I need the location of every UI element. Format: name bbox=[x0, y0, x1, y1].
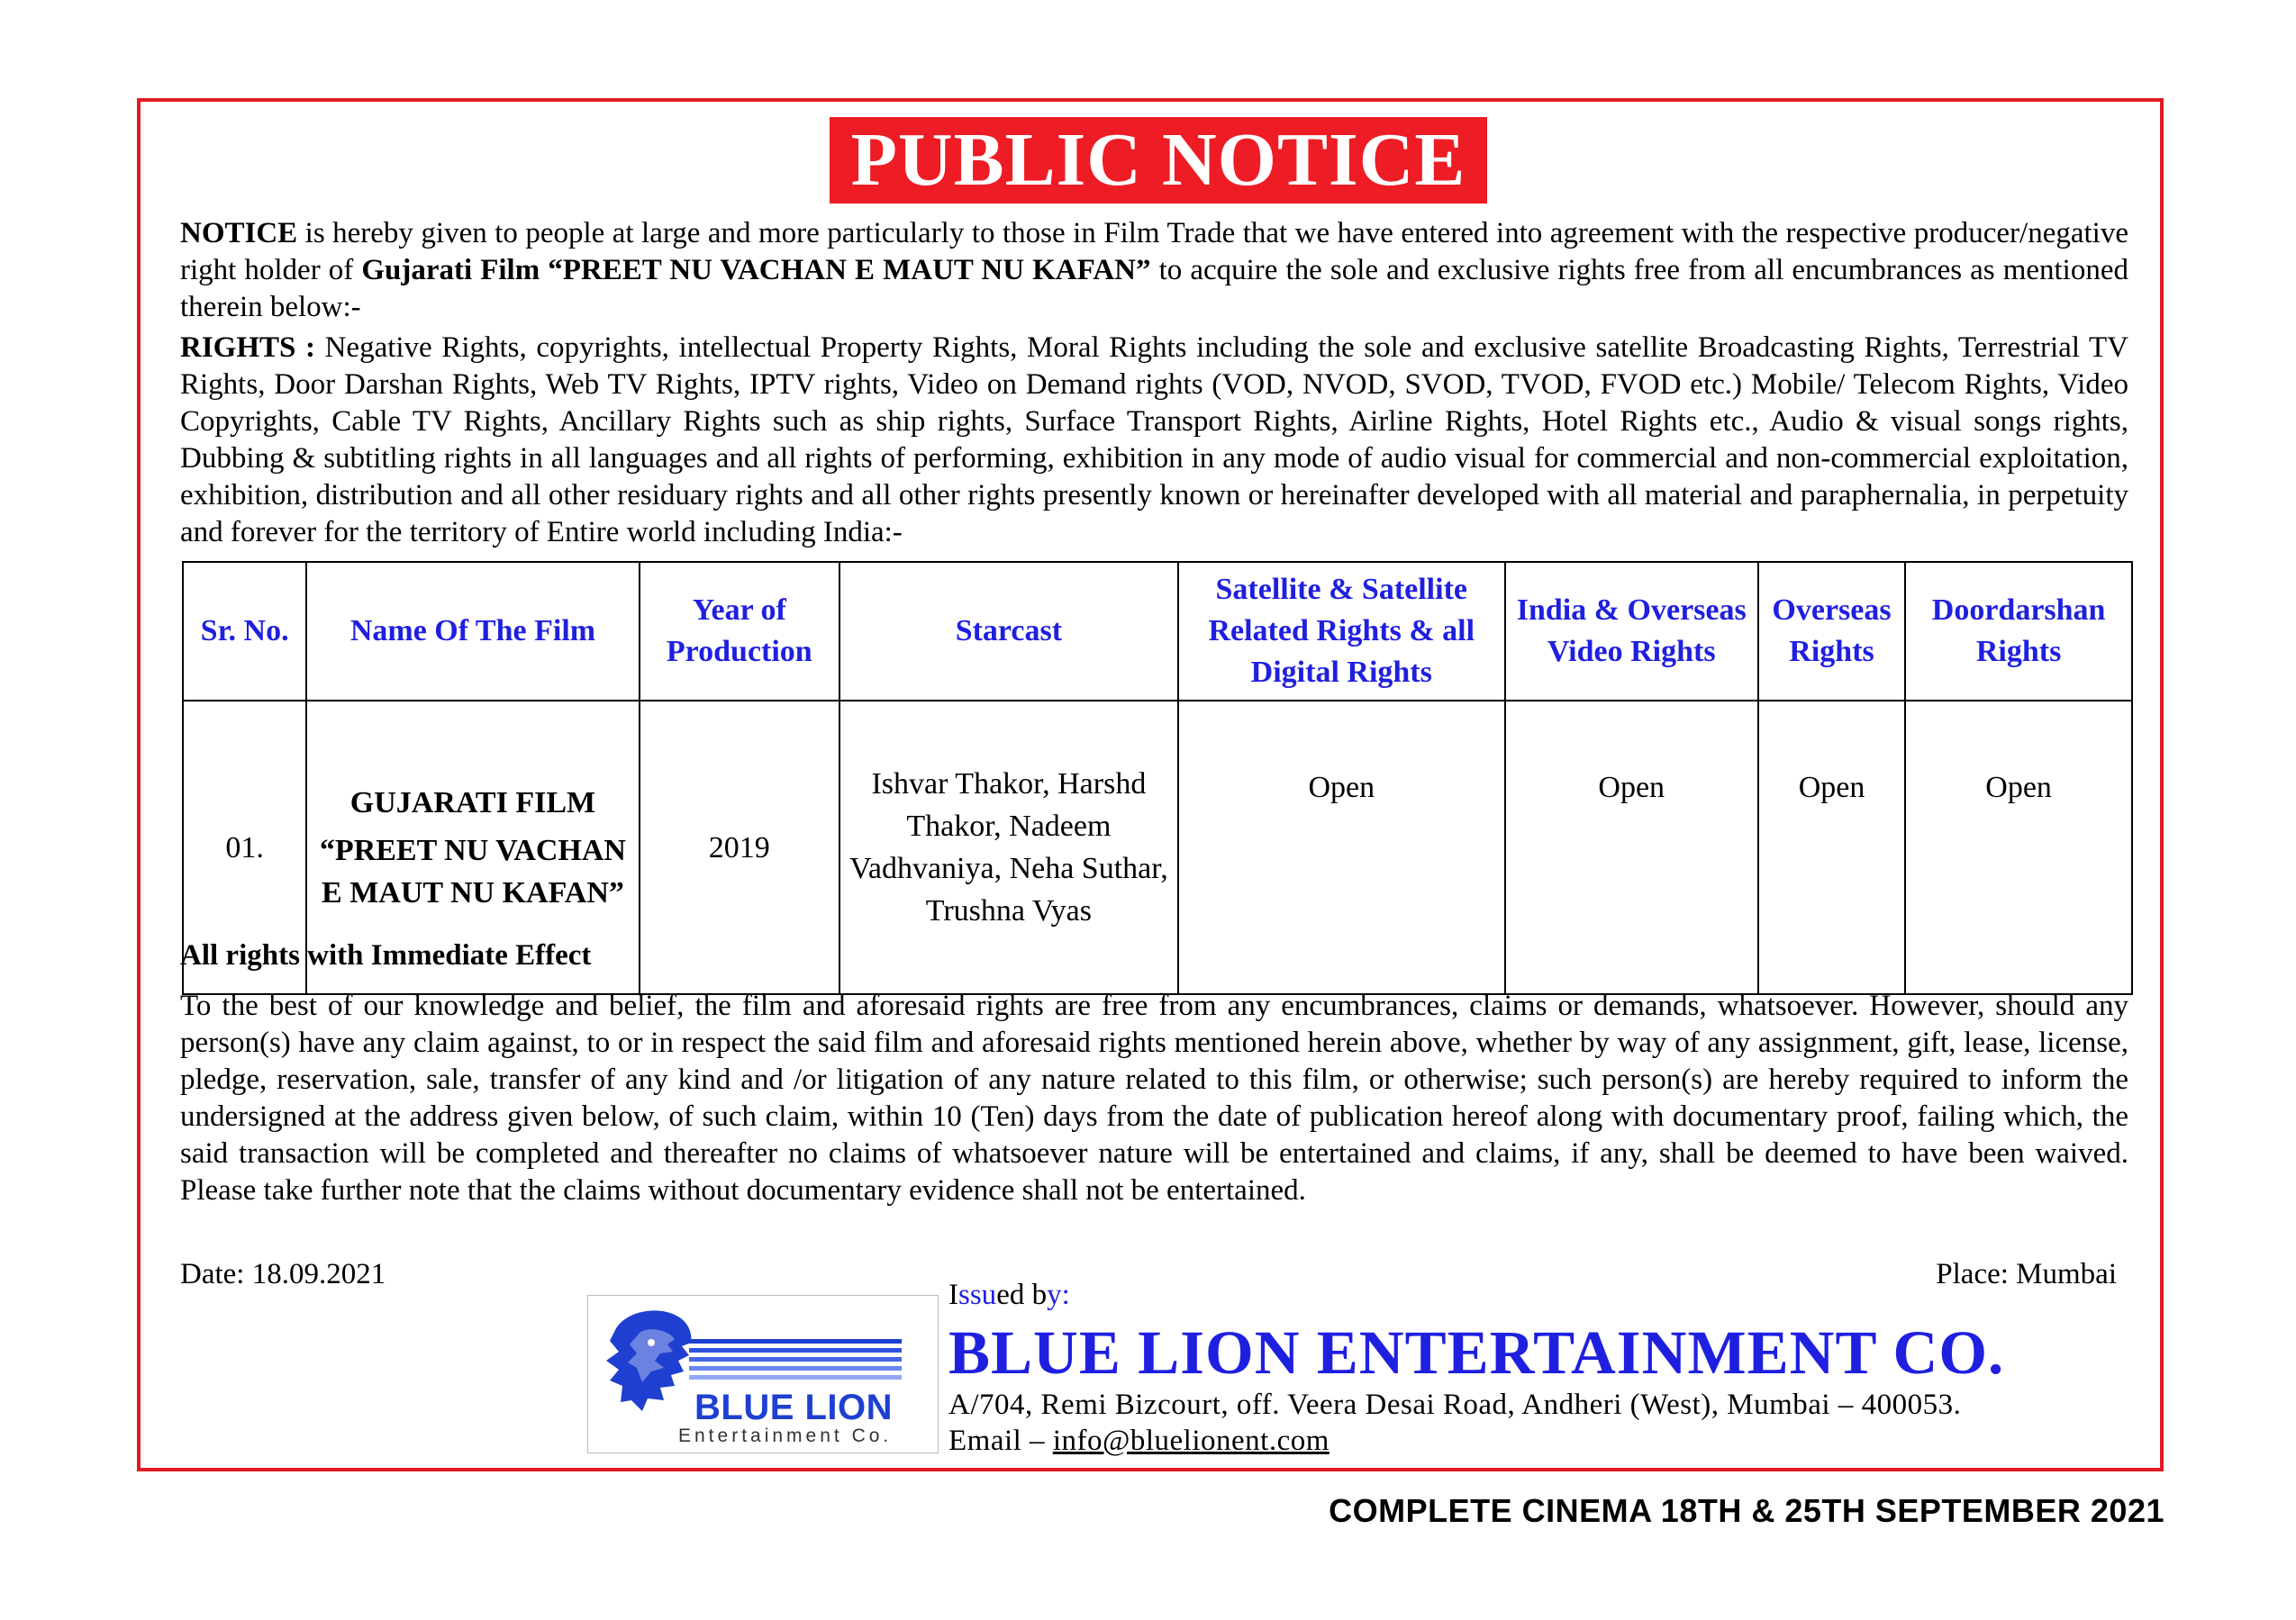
film-category: GUJARATI FILM bbox=[349, 785, 596, 819]
notice-place: Place: Mumbai bbox=[1936, 1258, 2117, 1290]
issued-part-1: I bbox=[948, 1279, 958, 1311]
cell-sr-no: 01. bbox=[183, 701, 306, 994]
notice-frame bbox=[137, 98, 2164, 1471]
header-film-name: Name Of The Film bbox=[306, 562, 639, 701]
logo-subtitle: Entertainment Co. bbox=[678, 1425, 893, 1446]
notice-lead: NOTICE bbox=[180, 217, 298, 249]
company-address: A/704, Remi Bizcourt, off. Veera Desai Road, Andheri (West), Mumbai – 400053. bbox=[948, 1389, 1962, 1421]
rights-table bbox=[182, 561, 2133, 995]
cell-starcast: Ishvar Thakor, Harshd Thakor, Nadeem Vadhvaniya, Neha Suthar, Trushna Vyas bbox=[839, 701, 1178, 994]
cell-overseas: Open bbox=[1758, 701, 1905, 994]
header-sr-no: Sr. No. bbox=[183, 562, 306, 701]
header-satellite-rights: Satellite & Satellite Related Rights & all Digital Rights bbox=[1178, 562, 1505, 701]
notice-title: PUBLIC NOTICE bbox=[830, 117, 1487, 204]
issued-part-4: y: bbox=[1047, 1279, 1070, 1311]
notice-date: Date: 18.09.2021 bbox=[180, 1258, 386, 1290]
header-starcast: Starcast bbox=[839, 562, 1178, 701]
cell-video: Open bbox=[1505, 701, 1758, 994]
cell-doordarshan: Open bbox=[1905, 701, 2132, 994]
notice-paragraph bbox=[180, 215, 2128, 326]
rights-text: Negative Rights, copyrights, intellectual Property Rights, Moral Rights including the sole and exclusive satellite Broadcasting Rights, Terrestrial TV Rights, Door Darshan Rights, Web TV Rights, IPTV rights, Video on Demand rights (VOD, NVOD, SVOD, TVOD, FVOD etc.) Mobile/ Telecom Rights, Video Copyrights, Cable TV Rights, Ancillary Rights such as ship rights, Surface Transport Rights, Airline Rights, Hotel Rights etc., Audio & visual songs rights, Dubbing & subtitling rights in all languages and all rights of performing, exhibition in any mode of audio visual for commercial and non-commercial exploitation, exhibition, distribution and all other residuary rights and all other rights presently known or hereinafter developed with all material and paraphernalia, in perpetuity and forever for the territory of Entire world including India:- bbox=[180, 331, 2129, 548]
header-overseas-rights: Overseas Rights bbox=[1758, 562, 1905, 701]
rights-lead: RIGHTS : bbox=[180, 331, 315, 364]
claims-paragraph: To the best of our knowledge and belief, the film and aforesaid rights are free from any encumbrances, claims or demands, whatsoever. However, should any person(s) have any claim against, to or in respect the said film and aforesaid rights mentioned herein above, whether by way of any assignment, gift, lease, license, pledge, reservation, sale, transfer of any kind and /or litigation of any nature related to this film, or otherwise; such person(s) are hereby required to inform the undersigned at the address given below, of such claim, within 10 (Ten) days from the date of publication hereof along with documentary proof, failing which, the said transaction will be completed and thereafter no claims of whatsoever nature will be entertained and claims, if any, shall be deemed to have been waived. Please take further note that the claims without documentary evidence shall not be entertained. bbox=[180, 990, 2128, 1207]
cell-satellite: Open bbox=[1178, 701, 1505, 994]
immediate-effect-note: All rights with Immediate Effect bbox=[180, 939, 592, 972]
blue-lion-logo bbox=[587, 1295, 939, 1453]
notice-text-b: to acquire the sole and exclusive rights free from all encumbrances as mentioned therein below:- bbox=[180, 254, 2128, 323]
header-year: Year of Production bbox=[640, 562, 839, 701]
header-video-rights: India & Overseas Video Rights bbox=[1505, 562, 1758, 701]
issued-by-label bbox=[948, 1277, 1070, 1313]
publication-footer: COMPLETE CINEMA 18TH & 25TH SEPTEMBER 2021 bbox=[1329, 1492, 2164, 1529]
cell-year: 2019 bbox=[640, 701, 839, 994]
issued-part-2: ssu bbox=[958, 1279, 997, 1311]
email-label: Email – bbox=[948, 1425, 1053, 1457]
header-doordarshan-rights: Doordarshan Rights bbox=[1905, 562, 2132, 701]
company-name: BLUE LION ENTERTAINMENT CO. bbox=[948, 1318, 2005, 1387]
film-title: “PREET NU VACHAN E MAUT NU KAFAN” bbox=[319, 833, 626, 910]
table-header-row bbox=[183, 562, 2132, 701]
logo-wordmark: BLUE LION bbox=[694, 1388, 894, 1427]
issued-part-3: ed b bbox=[996, 1279, 1048, 1311]
email-link[interactable]: info@bluelionent.com bbox=[1052, 1425, 1330, 1457]
notice-film-name: Gujarati Film “PREET NU VACHAN E MAUT NU KAFAN” bbox=[361, 254, 1151, 286]
notice-text-a: is hereby given to people at large and more particularly to those in Film Trade that we have entered into agreement with the respective producer/negative right holder of bbox=[180, 217, 2128, 286]
rights-paragraph bbox=[180, 330, 2128, 551]
company-email-line bbox=[948, 1422, 1330, 1460]
